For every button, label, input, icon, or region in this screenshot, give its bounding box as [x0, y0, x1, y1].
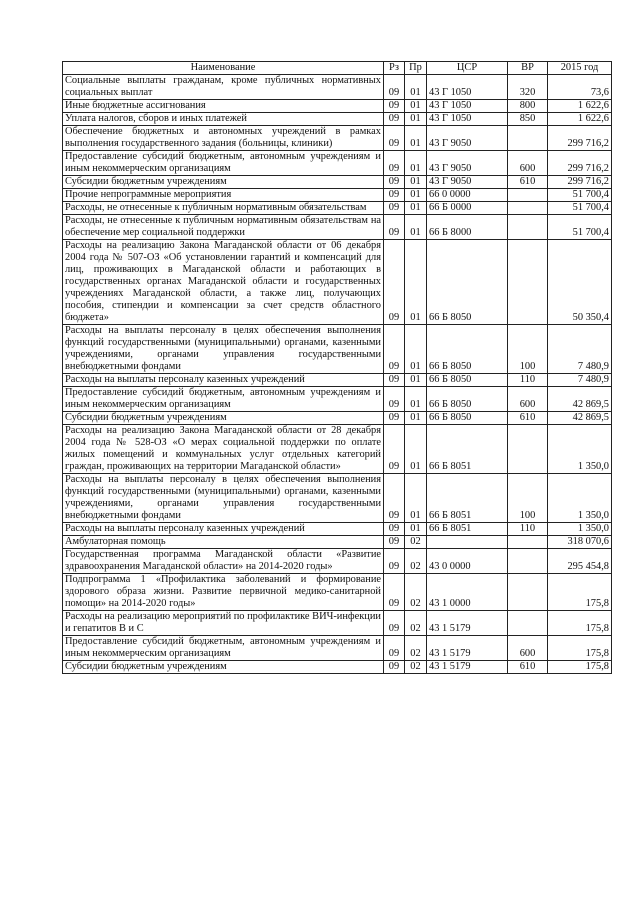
row-pr-cell: 01 [405, 412, 427, 425]
row-rz-cell: 09 [384, 374, 405, 387]
row-vr-cell [508, 611, 548, 636]
row-pr-cell: 01 [405, 151, 427, 176]
row-pr-cell: 01 [405, 387, 427, 412]
row-amount-cell: 73,6 [548, 75, 612, 100]
row-csr-cell: 43 Г 9050 [427, 151, 508, 176]
row-amount-cell: 1 350,0 [548, 474, 612, 523]
row-vr-cell: 600 [508, 636, 548, 661]
row-csr-cell: 66 Б 8000 [427, 215, 508, 240]
row-amount-cell: 175,8 [548, 574, 612, 611]
budget-table [62, 61, 612, 674]
row-pr-cell: 01 [405, 240, 427, 325]
row-rz-cell: 09 [384, 100, 405, 113]
row-vr-cell: 800 [508, 100, 548, 113]
row-vr-cell [508, 202, 548, 215]
row-amount-cell: 42 869,5 [548, 412, 612, 425]
table-row [63, 202, 612, 215]
row-pr-cell: 01 [405, 474, 427, 523]
table-body [63, 75, 612, 674]
row-vr-cell: 610 [508, 661, 548, 674]
row-pr-cell: 01 [405, 75, 427, 100]
row-pr-cell: 01 [405, 374, 427, 387]
row-name-cell: Расходы на реализацию мероприятий по профилактике ВИЧ-инфекции и гепатитов В и С [63, 611, 384, 636]
row-vr-cell: 110 [508, 374, 548, 387]
row-name-cell: Субсидии бюджетным учреждениям [63, 661, 384, 674]
row-vr-cell: 320 [508, 75, 548, 100]
row-rz-cell: 09 [384, 75, 405, 100]
row-vr-cell: 850 [508, 113, 548, 126]
row-name-cell: Предоставление субсидий бюджетным, автономным учреждениям и иным некоммерческим организациям [63, 387, 384, 412]
row-csr-cell: 66 Б 8050 [427, 325, 508, 374]
row-csr-cell: 43 1 0000 [427, 574, 508, 611]
row-pr-cell: 01 [405, 126, 427, 151]
row-name-cell: Расходы на выплаты персоналу казенных учреждений [63, 523, 384, 536]
row-vr-cell: 610 [508, 412, 548, 425]
row-rz-cell: 09 [384, 387, 405, 412]
row-name-cell: Государственная программа Магаданской области «Развитие здравоохранения Магаданской области» на 2014-2020 годы» [63, 549, 384, 574]
row-vr-cell [508, 549, 548, 574]
row-pr-cell: 02 [405, 574, 427, 611]
row-name-cell: Социальные выплаты гражданам, кроме публичных нормативных социальных выплат [63, 75, 384, 100]
table-row [63, 549, 612, 574]
row-vr-cell [508, 126, 548, 151]
row-name-cell: Расходы на выплаты персоналу в целях обеспечения выполнения функций государственными (муниципальными) органами, казенными учреждениями, органами управления государственными внебюджетными фондами [63, 325, 384, 374]
header-year: 2015 год [548, 62, 612, 75]
row-name-cell: Субсидии бюджетным учреждениям [63, 176, 384, 189]
row-amount-cell: 1 350,0 [548, 425, 612, 474]
header-pr: Пр [405, 62, 427, 75]
header-name: Наименование [63, 62, 384, 75]
row-rz-cell: 09 [384, 189, 405, 202]
row-csr-cell: 43 1 5179 [427, 661, 508, 674]
table-row [63, 75, 612, 100]
row-amount-cell: 1 350,0 [548, 523, 612, 536]
row-rz-cell: 09 [384, 661, 405, 674]
header-vr: ВР [508, 62, 548, 75]
row-csr-cell: 66 Б 8050 [427, 387, 508, 412]
row-name-cell: Расходы, не отнесенные к публичным нормативным обязательствам на обеспечение мер социальной поддержки [63, 215, 384, 240]
row-vr-cell: 610 [508, 176, 548, 189]
row-csr-cell: 66 Б 8051 [427, 523, 508, 536]
row-amount-cell: 51 700,4 [548, 215, 612, 240]
row-rz-cell: 09 [384, 176, 405, 189]
row-pr-cell: 01 [405, 100, 427, 113]
table-row [63, 661, 612, 674]
row-pr-cell: 02 [405, 636, 427, 661]
row-rz-cell: 09 [384, 611, 405, 636]
table-row [63, 240, 612, 325]
row-pr-cell: 01 [405, 425, 427, 474]
table-row [63, 374, 612, 387]
header-csr: ЦСР [427, 62, 508, 75]
row-amount-cell: 318 070,6 [548, 536, 612, 549]
table-row [63, 325, 612, 374]
table-row [63, 215, 612, 240]
row-csr-cell: 43 Г 9050 [427, 176, 508, 189]
row-amount-cell: 7 480,9 [548, 325, 612, 374]
table-row [63, 113, 612, 126]
row-amount-cell: 42 869,5 [548, 387, 612, 412]
row-amount-cell: 175,8 [548, 636, 612, 661]
row-name-cell: Подпрограмма 1 «Профилактика заболеваний и формирование здорового образа жизни. Развитие первичной медико-санитарной помощи» на 2014-2020 годы» [63, 574, 384, 611]
table-row [63, 425, 612, 474]
row-amount-cell: 175,8 [548, 611, 612, 636]
row-amount-cell: 299 716,2 [548, 176, 612, 189]
row-amount-cell: 299 716,2 [548, 126, 612, 151]
row-amount-cell: 175,8 [548, 661, 612, 674]
row-csr-cell: 43 Г 1050 [427, 75, 508, 100]
row-name-cell: Расходы на реализацию Закона Магаданской области от 06 декабря 2004 года № 507-ОЗ «Об установлении гарантий и компенсаций для лиц, проживающих в Магаданской области и работающих в государственных органах Магаданской области и государственных учреждениях Магаданской области, а также лиц, получающих пособия, стипендии и компенсации за счет средств областного бюджета» [63, 240, 384, 325]
header-rz: Рз [384, 62, 405, 75]
row-csr-cell: 66 Б 8051 [427, 425, 508, 474]
table-row [63, 611, 612, 636]
row-rz-cell: 09 [384, 412, 405, 425]
row-csr-cell: 66 Б 0000 [427, 202, 508, 215]
row-pr-cell: 01 [405, 325, 427, 374]
row-pr-cell: 01 [405, 215, 427, 240]
row-vr-cell [508, 536, 548, 549]
row-name-cell: Амбулаторная помощь [63, 536, 384, 549]
row-pr-cell: 02 [405, 536, 427, 549]
row-rz-cell: 09 [384, 523, 405, 536]
row-name-cell: Расходы, не отнесенные к публичным нормативным обязательствам [63, 202, 384, 215]
row-name-cell: Прочие непрограммные мероприятия [63, 189, 384, 202]
row-rz-cell: 09 [384, 549, 405, 574]
row-csr-cell: 43 1 5179 [427, 636, 508, 661]
row-name-cell: Расходы на выплаты персоналу казенных учреждений [63, 374, 384, 387]
row-amount-cell: 51 700,4 [548, 189, 612, 202]
table-row [63, 523, 612, 536]
row-rz-cell: 09 [384, 151, 405, 176]
table-row [63, 189, 612, 202]
row-rz-cell: 09 [384, 536, 405, 549]
row-csr-cell: 43 Г 1050 [427, 100, 508, 113]
table-row [63, 574, 612, 611]
row-csr-cell: 43 1 5179 [427, 611, 508, 636]
row-vr-cell: 110 [508, 523, 548, 536]
row-vr-cell: 100 [508, 474, 548, 523]
row-name-cell: Расходы на выплаты персоналу в целях обеспечения выполнения функций государственными (муниципальными) органами, казенными учреждениями, органами управления государственными внебюджетными фондами [63, 474, 384, 523]
row-rz-cell: 09 [384, 113, 405, 126]
row-csr-cell: 66 Б 8050 [427, 374, 508, 387]
row-name-cell: Предоставление субсидий бюджетным, автономным учреждениям и иным некоммерческим организациям [63, 151, 384, 176]
row-amount-cell: 51 700,4 [548, 202, 612, 215]
row-rz-cell: 09 [384, 325, 405, 374]
row-pr-cell: 01 [405, 189, 427, 202]
table-row [63, 412, 612, 425]
row-csr-cell: 66 0 0000 [427, 189, 508, 202]
row-name-cell: Иные бюджетные ассигнования [63, 100, 384, 113]
row-rz-cell: 09 [384, 425, 405, 474]
row-amount-cell: 50 350,4 [548, 240, 612, 325]
row-vr-cell [508, 215, 548, 240]
row-pr-cell: 02 [405, 549, 427, 574]
row-pr-cell: 01 [405, 113, 427, 126]
table-row [63, 636, 612, 661]
row-rz-cell: 09 [384, 202, 405, 215]
row-csr-cell: 66 Б 8051 [427, 474, 508, 523]
row-csr-cell: 66 Б 8050 [427, 412, 508, 425]
row-amount-cell: 1 622,6 [548, 100, 612, 113]
row-pr-cell: 01 [405, 176, 427, 189]
table-row [63, 387, 612, 412]
row-csr-cell: 43 0 0000 [427, 549, 508, 574]
row-pr-cell: 02 [405, 611, 427, 636]
row-rz-cell: 09 [384, 474, 405, 523]
row-pr-cell: 01 [405, 202, 427, 215]
row-vr-cell: 100 [508, 325, 548, 374]
table-row [63, 151, 612, 176]
row-csr-cell: 43 Г 9050 [427, 126, 508, 151]
row-vr-cell: 600 [508, 151, 548, 176]
row-rz-cell: 09 [384, 240, 405, 325]
row-rz-cell: 09 [384, 574, 405, 611]
table-row [63, 176, 612, 189]
row-csr-cell: 66 Б 8050 [427, 240, 508, 325]
row-vr-cell [508, 240, 548, 325]
row-pr-cell: 01 [405, 523, 427, 536]
row-rz-cell: 09 [384, 126, 405, 151]
row-pr-cell: 02 [405, 661, 427, 674]
row-name-cell: Уплата налогов, сборов и иных платежей [63, 113, 384, 126]
row-name-cell: Субсидии бюджетным учреждениям [63, 412, 384, 425]
row-amount-cell: 299 716,2 [548, 151, 612, 176]
document-page [62, 61, 611, 674]
table-row [63, 100, 612, 113]
table-row [63, 536, 612, 549]
row-amount-cell: 1 622,6 [548, 113, 612, 126]
row-rz-cell: 09 [384, 215, 405, 240]
row-amount-cell: 295 454,8 [548, 549, 612, 574]
row-vr-cell [508, 189, 548, 202]
row-amount-cell: 7 480,9 [548, 374, 612, 387]
row-csr-cell: 43 Г 1050 [427, 113, 508, 126]
row-vr-cell [508, 574, 548, 611]
table-header-row [63, 62, 612, 75]
row-vr-cell: 600 [508, 387, 548, 412]
table-row [63, 126, 612, 151]
row-csr-cell [427, 536, 508, 549]
row-name-cell: Предоставление субсидий бюджетным, автономным учреждениям и иным некоммерческим организациям [63, 636, 384, 661]
row-name-cell: Расходы на реализацию Закона Магаданской области от 28 декабря 2004 года № 528-ОЗ «О мерах социальной поддержки по оплате жилых помещений и коммунальных услуг отдельных категорий граждан, проживающих на территории Магаданской области» [63, 425, 384, 474]
row-name-cell: Обеспечение бюджетных и автономных учреждений в рамках выполнения государственного задания (больницы, клиники) [63, 126, 384, 151]
row-rz-cell: 09 [384, 636, 405, 661]
row-vr-cell [508, 425, 548, 474]
table-row [63, 474, 612, 523]
